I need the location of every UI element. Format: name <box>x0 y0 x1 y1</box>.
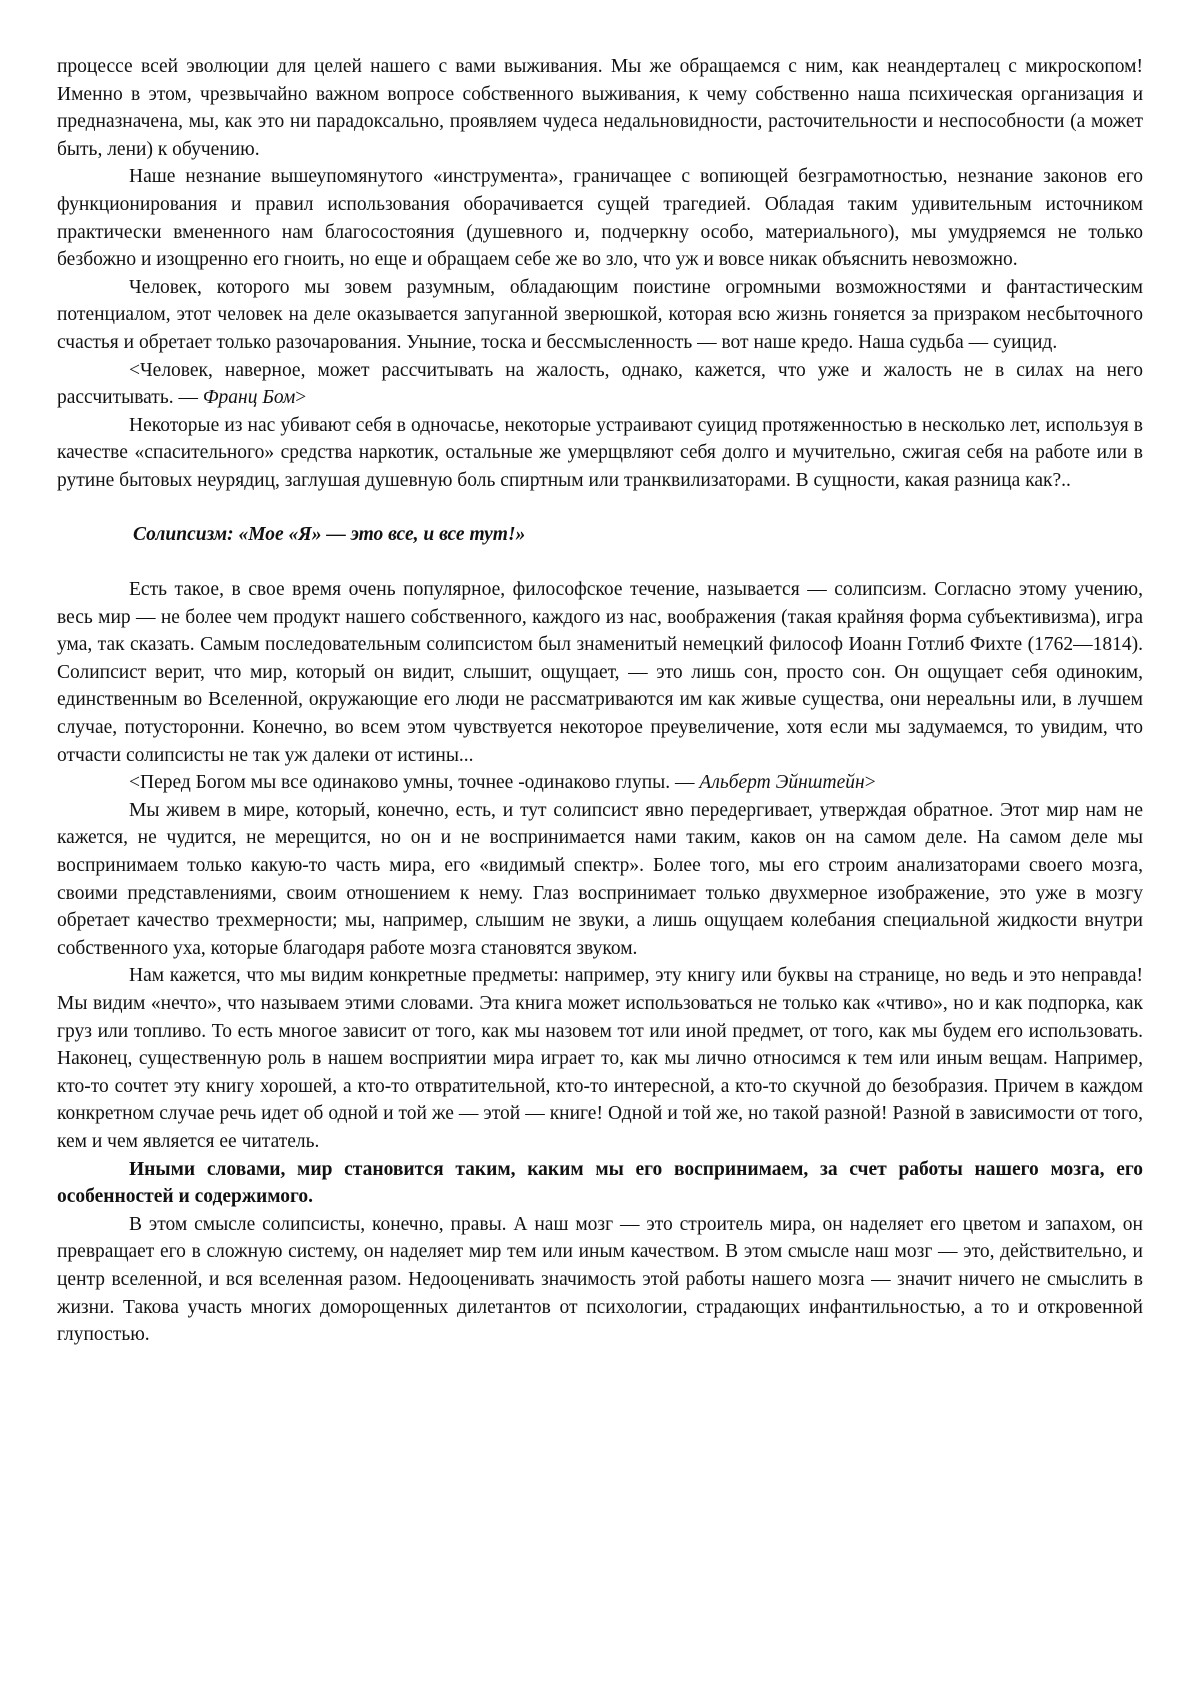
paragraph: Есть такое, в свое время очень популярное, философское течение, называется — солипсизм. Согласно этому учению, весь мир — не более чем продукт нашего собственного, каждого из нас, воображения (такая крайняя форма субъективизма), игра ума, так сказать. Самым последовательным солипсистом был знаменитый немецкий философ Иоанн Готлиб Фихте (1762—1814). Солипсист верит, что мир, который он видит, слышит, ощущает, — это лишь сон, просто сон. Он ощущает себя одиноким, единственным во Вселенной, окружающие его люди не рассматриваются им как живые существа, они нереальны или, в лучшем случае, потусторонни. Конечно, во всем этом чувствуется некоторое преувеличение, хотя если мы задумаемся, то увидим, что отчасти солипсисты не так уж далеки от истины... <box>57 579 1143 766</box>
paragraph: Нам кажется, что мы видим конкретные предметы: например, эту книгу или буквы на странице, но ведь и это неправда! Мы видим «нечто», что называем этими словами. Эта книга может использоваться не только как «чтиво», но и как подпорка, как груз или топливо. То есть многое зависит от того, как мы назовем тот или иной предмет, от того, как мы будем его использовать. Наконец, существенную роль в нашем восприятии мира играет то, как мы лично относимся к тем или иным вещам. Например, кто-то сочтет эту книгу хорошей, а кто-то отвратительной, кто-то интересной, а кто-то скучной до безобразия. Причем в каждом конкретном случае речь идет об одной и той же — этой — книге! Одной и той же, но такой разной! Разной в зависимости от того, кем и чем является ее читатель. <box>57 965 1143 1152</box>
section-heading: Солипсизм: «Мое «Я» — это все, и все тут!» <box>133 523 526 545</box>
spacer <box>57 548 1143 576</box>
emphasis-paragraph: Иными словами, мир становится таким, каким мы его воспринимаем, за счет работы нашего мозга, его особенностей и содержимого. <box>57 1158 1143 1208</box>
paragraph: Некоторые из нас убивают себя в одночасье, некоторые устраивают суицид протяженностью в несколько лет, используя в качестве «спасительного» средства наркотик, остальные же умерщвляют себя долго и мучительно, сжигая себя на работе или в рутине бытовых неурядиц, заглушая душевную боль спиртным или транквилизаторами. В сущности, какая разница как?.. <box>57 414 1143 491</box>
quote-text: <Человек, наверное, может рассчитывать на жалость, однако, кажется, что уже и жалость не в силах на него рассчитывать. — <box>57 359 1143 409</box>
paragraph: Мы живем в мире, который, конечно, есть, и тут солипсист явно передергивает, утверждая обратное. Этот мир нам не кажется, не чудится, не мерещится, но он и не воспринимается нами таким, каков он на самом деле. На самом деле мы воспринимаем только какую-то часть мира, его «видимый спектр». Более того, мы его строим анализаторами своего мозга, своими представлениями, своим отношением к нему. Глаз воспринимает только двухмерное изображение, это уже в мозгу обретает качество трехмерности; мы, например, слышим не звуки, а лишь ощущаем колебания специальной жидкости внутри собственного уха, которые благодаря работе мозга становятся звуком. <box>57 799 1143 959</box>
text-body <box>57 53 1143 1349</box>
quote-text: <Перед Богом мы все одинаково умны, точнее -одинаково глупы. — <box>129 772 700 794</box>
quote-author: Альберт Эйнштейн <box>699 772 865 794</box>
spacer <box>57 495 1143 521</box>
paragraph: Наше незнание вышеупомянутого «инструмента», граничащее с вопиющей безграмотностью, незнание законов его функционирования и правил использования оборачивается сущей трагедией. Обладая таким удивительным источником практически вмененного нам благосостояния (душевного и, подчеркну особо, материального), мы умудряемся не только безбожно и изощренно его гноить, но еще и обращаем себе же во зло, что уж и вовсе никак объяснить невозможно. <box>57 166 1143 271</box>
quote-close: > <box>864 772 876 794</box>
quote <box>57 357 1143 412</box>
paragraph: В этом смысле солипсисты, конечно, правы. А наш мозг — это строитель мира, он наделяет его цветом и запахом, он превращает его в сложную систему, он наделяет мир тем или иным качеством. В этом смысле наш мозг — это, действительно, и центр вселенной, и вся вселенная разом. Недооценивать значимость этой работы нашего мозга — значит ничего не смыслить в жизни. Такова участь многих доморощенных дилетантов от психологии, страдающих инфантильностью, а то и откровенной глупостью. <box>57 1213 1143 1346</box>
quote-author: Франц Бом <box>202 387 296 409</box>
paragraph: процессе всей эволюции для целей нашего с вами выживания. Мы же обращаемся с ним, как неандерталец с микроскопом! Именно в этом, чрезвычайно важном вопросе собственного выживания, к чему собственно наша психическая организация и предназначена, мы, как это ни парадоксально, проявляем чудеса недальновидности, расточительности и неспособности (а может быть, лени) к обучению. <box>57 56 1143 160</box>
quote <box>57 769 1143 797</box>
quote-close: > <box>295 387 307 409</box>
paragraph: Человек, которого мы зовем разумным, обладающим поистине огромными возможностями и фантастическим потенциалом, этот человек на деле оказывается запуганной зверюшкой, которая всю жизнь гоняется за призраком несбыточного счастья и обретает только разочарования. Уныние, тоска и бессмысленность — вот наше кредо. Наша судьба — суицид. <box>57 276 1143 353</box>
